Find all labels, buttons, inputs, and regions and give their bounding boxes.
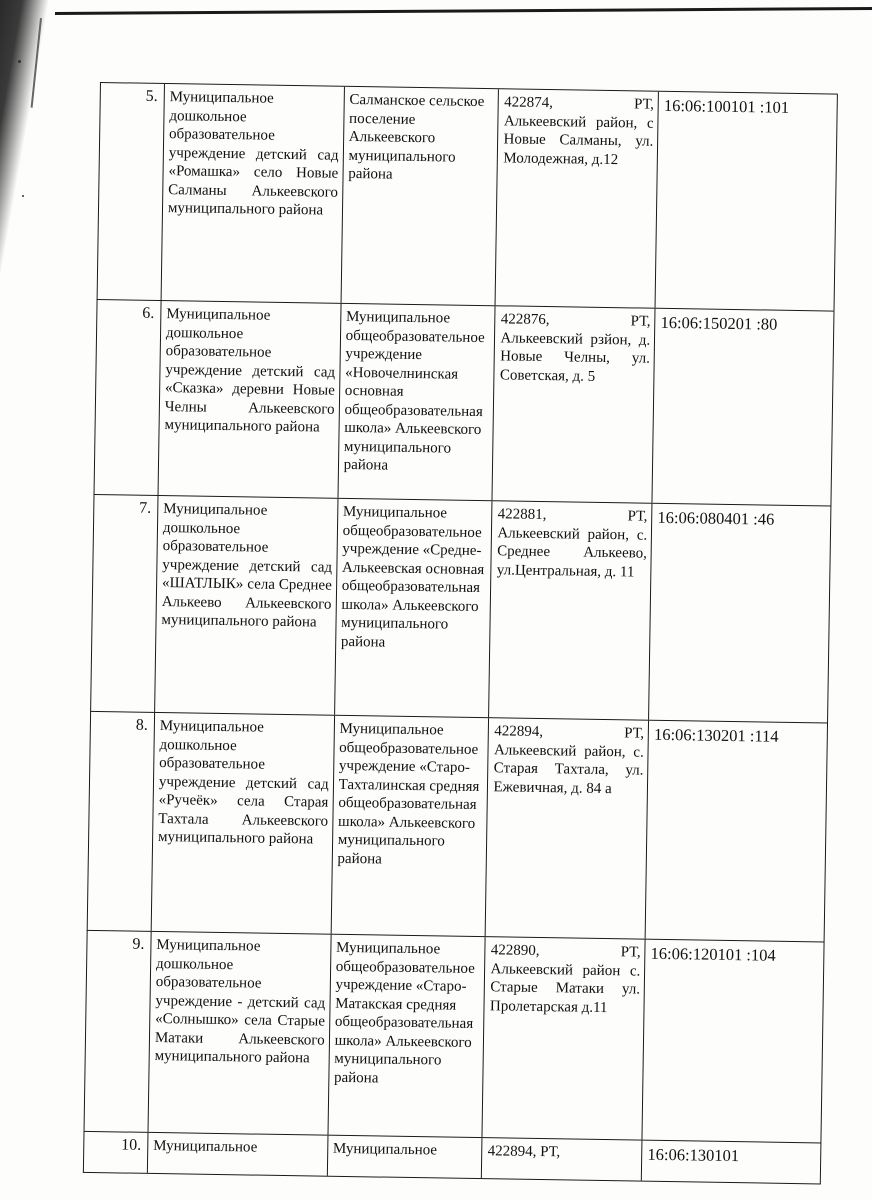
scan-speck bbox=[22, 195, 24, 197]
cadastral-number: 16:06:130101 bbox=[642, 1141, 821, 1184]
institution-name: Муниципальное дошкольное образовательное учреждение - детский сад «Солнышко» села Старые Матаки Алькеевского муниципального района bbox=[148, 932, 331, 1135]
institution-name: Муниципальное дошкольное образовательное учреждение детский сад «Ручеёк» села Старая Тахтала Алькеевского муниципального района bbox=[152, 713, 335, 934]
institution-name: Муниципальное bbox=[148, 1133, 328, 1176]
row-number: 7. bbox=[91, 495, 158, 712]
row-number: 6. bbox=[95, 300, 162, 495]
address: 422881, РТ, Алькеевский район, с. Среднее Алькеево, ул.Центральная, д. 11 bbox=[490, 501, 653, 719]
owner-name: Муниципальное общеобразовательное учреждение «Новочелнинская основная общеобразовательная школа» Алькеевского муниципального района bbox=[338, 304, 496, 500]
table-row bbox=[84, 930, 825, 1143]
address: 422894, РТ, bbox=[482, 1138, 642, 1181]
institution-name: Муниципальное дошкольное образовательное учреждение детский сад «ШАТЛЫК» села Среднее Алькеево Алькеевского муниципального района bbox=[155, 496, 338, 715]
row-number: 10. bbox=[84, 1132, 149, 1173]
owner-name: Муниципальное bbox=[328, 1136, 483, 1178]
table-row bbox=[94, 299, 835, 506]
scan-shadow-left bbox=[0, 0, 70, 300]
address: 422874, РТ, Алькеевский район, с Новые Салманы, ул. Молодежная, д.12 bbox=[496, 89, 659, 307]
cadastral-number: 16:06:130201 :114 bbox=[646, 721, 828, 942]
row-number: 8. bbox=[88, 712, 155, 931]
institution-name: Муниципальное дошкольное образовательное учреждение детский сад «Сказка» деревни Новые Челны Алькеевского муниципального района bbox=[158, 301, 341, 498]
cadastral-number: 16:06:080401 :46 bbox=[649, 504, 831, 723]
owner-name: Муниципальное общеобразовательное учреждение «Старо-Матакская средняя общеобразовательная школа» Алькеевского муниципального района bbox=[328, 935, 486, 1137]
address: 422876, РТ, Алькеевский рзйон, д. Новые Челны, ул. Советская, д. 5 bbox=[493, 306, 656, 502]
cadastral-number: 16:06:100101 :101 bbox=[656, 92, 838, 311]
row-number: 5. bbox=[98, 83, 165, 300]
table-row bbox=[90, 494, 831, 723]
scan-speck bbox=[18, 60, 21, 63]
address: 422894, РТ, Алькеевский район, с. Старая Тахтала, ул. Ежевичная, д. 84 а bbox=[486, 718, 649, 938]
address: 422890, РТ, Алькеевский район с. Старые Матаки ул. Пролетарская д.11 bbox=[483, 937, 646, 1139]
owner-name: Муниципальное общеобразовательное учреждение «Средне-Алькеевская основная общеобразовательная школа» Алькеевского муниципального района bbox=[335, 499, 493, 717]
row-number: 9. bbox=[85, 931, 152, 1132]
table-row bbox=[87, 711, 828, 942]
table-row bbox=[97, 82, 838, 311]
scan-edge-top-line bbox=[55, 7, 872, 15]
registry-table bbox=[83, 82, 838, 1184]
owner-name: Муниципальное общеобразовательное учреждение «Старо-Тахталинская средняя общеобразовательная школа» Алькеевского муниципального района bbox=[331, 716, 489, 936]
owner-name: Салманское сельское поселение Алькеевского муниципального района bbox=[341, 87, 499, 305]
cadastral-number: 16:06:150201 :80 bbox=[653, 309, 835, 506]
institution-name: Муниципальное дошкольное образовательное учреждение детский сад «Ромашка» село Новые Салманы Алькеевского муниципального района bbox=[162, 84, 345, 303]
cadastral-number: 16:06:120101 :104 bbox=[643, 940, 825, 1143]
